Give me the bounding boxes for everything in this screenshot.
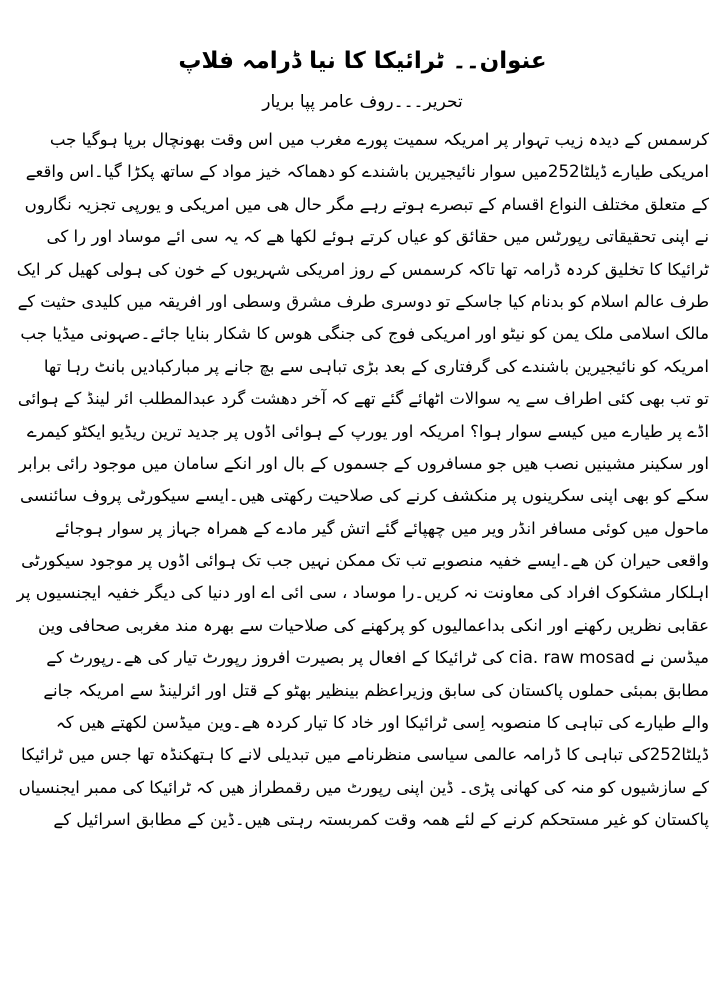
body-line: میڈسن نے cia. raw mosad کی ٹرائیکا کے افعال پر بصیرت افروز رپورٹ تیار کی ھے۔رپورٹ کے [46, 648, 709, 668]
article-body [16, 124, 709, 837]
body-line: امریکی طیارے ڈیلٹا252میں سوار نائیجیرین باشندے کو دھماکہ خیز مواد کے ساتھ پکڑا گیا۔اس واقعے [25, 162, 709, 182]
body-line: مطابق بمبئی حملوں پاکستان کی سابق وزیراعظم بینظیر بھٹو کے قتل اور ائرلینڈ سے امریکہ جانے [43, 680, 709, 700]
body-line: کرسمس کے دیدہ زیب تہوار پر امریکہ سمیت پورے مغرب میں اس وقت بھونچال برپا ہوگیا جب [49, 130, 709, 149]
body-line: عقابی نظریں رکھنے اور انکی بداعمالیوں کو پرکھنے کی صلاحیات سے بھرہ مند مغربی صحافی وین [38, 615, 709, 635]
body-line: مالک اسلامی ملک یمن کو نیٹو اور امریکی فوج کی جنگی ھوس کا شکار بنایا جائے۔صہونی میڈیا جب [20, 324, 709, 344]
article-author: تحریر۔۔۔روف عامر پپا بریار [262, 92, 463, 112]
body-line: پاکستان کو غیر مستحکم کرنے کے لئے ھمہ وقت کمربستہ رہتی ھیں۔ڈین کے مطابق اسرائیل کے [53, 810, 709, 830]
body-line: ٹرائیکا کا تخلیق کردہ ڈرامہ تھا تاکہ کرسمس کے روز امریکی شہریوں کے خون کی ہولی کھیل کر ایک [16, 259, 709, 279]
body-line: تو تب بھی کئی اطراف سے یہ سوالات اٹھائے گئے تھے کہ آخر دھشت گرد عبدالمطلب ائر لینڈ کے ہوائی [17, 389, 709, 409]
body-line: سکے کو بھی اپنی سکرینوں پر منکشف کرنے کی صلاحیت رکھتی ھیں۔ایسے سیکورٹی پروف سائنسی [20, 486, 709, 506]
body-line: امریکہ کو نائیجیرین باشندے کی گرفتاری کے بعد بڑی تباہی سے بچ جانے پر مبارکبادیں بانٹ رہا تھا [43, 356, 709, 376]
body-line: نے اپنی تحقیقاتی رپورٹس میں حقائق کو عیاں کرتے ہوئے لکھا ھے کہ یہ سی ائے موساد اور را کی [46, 227, 709, 247]
body-line: واقعی حیران کن ھے۔ایسے خفیہ منصوبے تب تک ممکن نہیں جب تک ہوائی اڈوں پر موجود سیکورٹی [21, 551, 709, 571]
article-title: عنوان۔۔ ٹرائیکا کا نیا ڈرامہ فلاپ [178, 48, 547, 74]
body-line: اہلکار مشکوک افراد کی معاونت نہ کریں۔را موساد ، سی ائی اے اور دنیا کی دیگر خفیہ ایجنسیوں پر [16, 583, 709, 603]
body-line: ڈیلٹا252کی تباہی کا ڈرامہ عالمی سیاسی منظرنامے میں تبدیلی لانے کا ہتھکنڈہ تھا جس میں ٹرائیکا [20, 745, 709, 765]
body-line: اڈے پر طیارے میں کیسے سوار ہوا؟ امریکہ اور یورپ کے ہوائی اڈوں پر جدید ترین ریڈیو ایکٹو کیمرے [27, 421, 709, 441]
body-line: کے سازشیوں کو منہ کی کھانی پڑی۔ ڈین اپنی رپورٹ میں رقمطراز ھیں کہ ٹرائیکا کی ممبر ایجنسیاں [18, 777, 709, 797]
body-line: کے متعلق مختلف النواع اقسام کے تبصرے ہوتے رہے مگر حال ھی میں امریکی و یورپی تجزیہ نگاروں [24, 194, 709, 214]
body-line: والے طیارے کی تباہی کا منصوبہ اِسی ٹرائیکا اور خاد کا تیار کردہ ھے۔وین میڈسن لکھتے ھیں کہ [55, 713, 709, 733]
body-line: اور سکینر مشینیں نصب ھیں جو مسافروں کے جسموں کے بال اور انکے سامان میں موجود رائی برابر [18, 453, 709, 473]
body-line: طرف عالم اسلام کو بدنام کیا جاسکے تو دوسری طرف مشرق وسطی اور افریقہ میں کلیدی حثیت کے [17, 291, 709, 311]
body-line: ماحول میں کوئی مسافر انڈر ویر میں چھپائے گئے اتش گیر مادے کے ھمراہ جہاز پر سوار ہوجائے [55, 518, 709, 538]
